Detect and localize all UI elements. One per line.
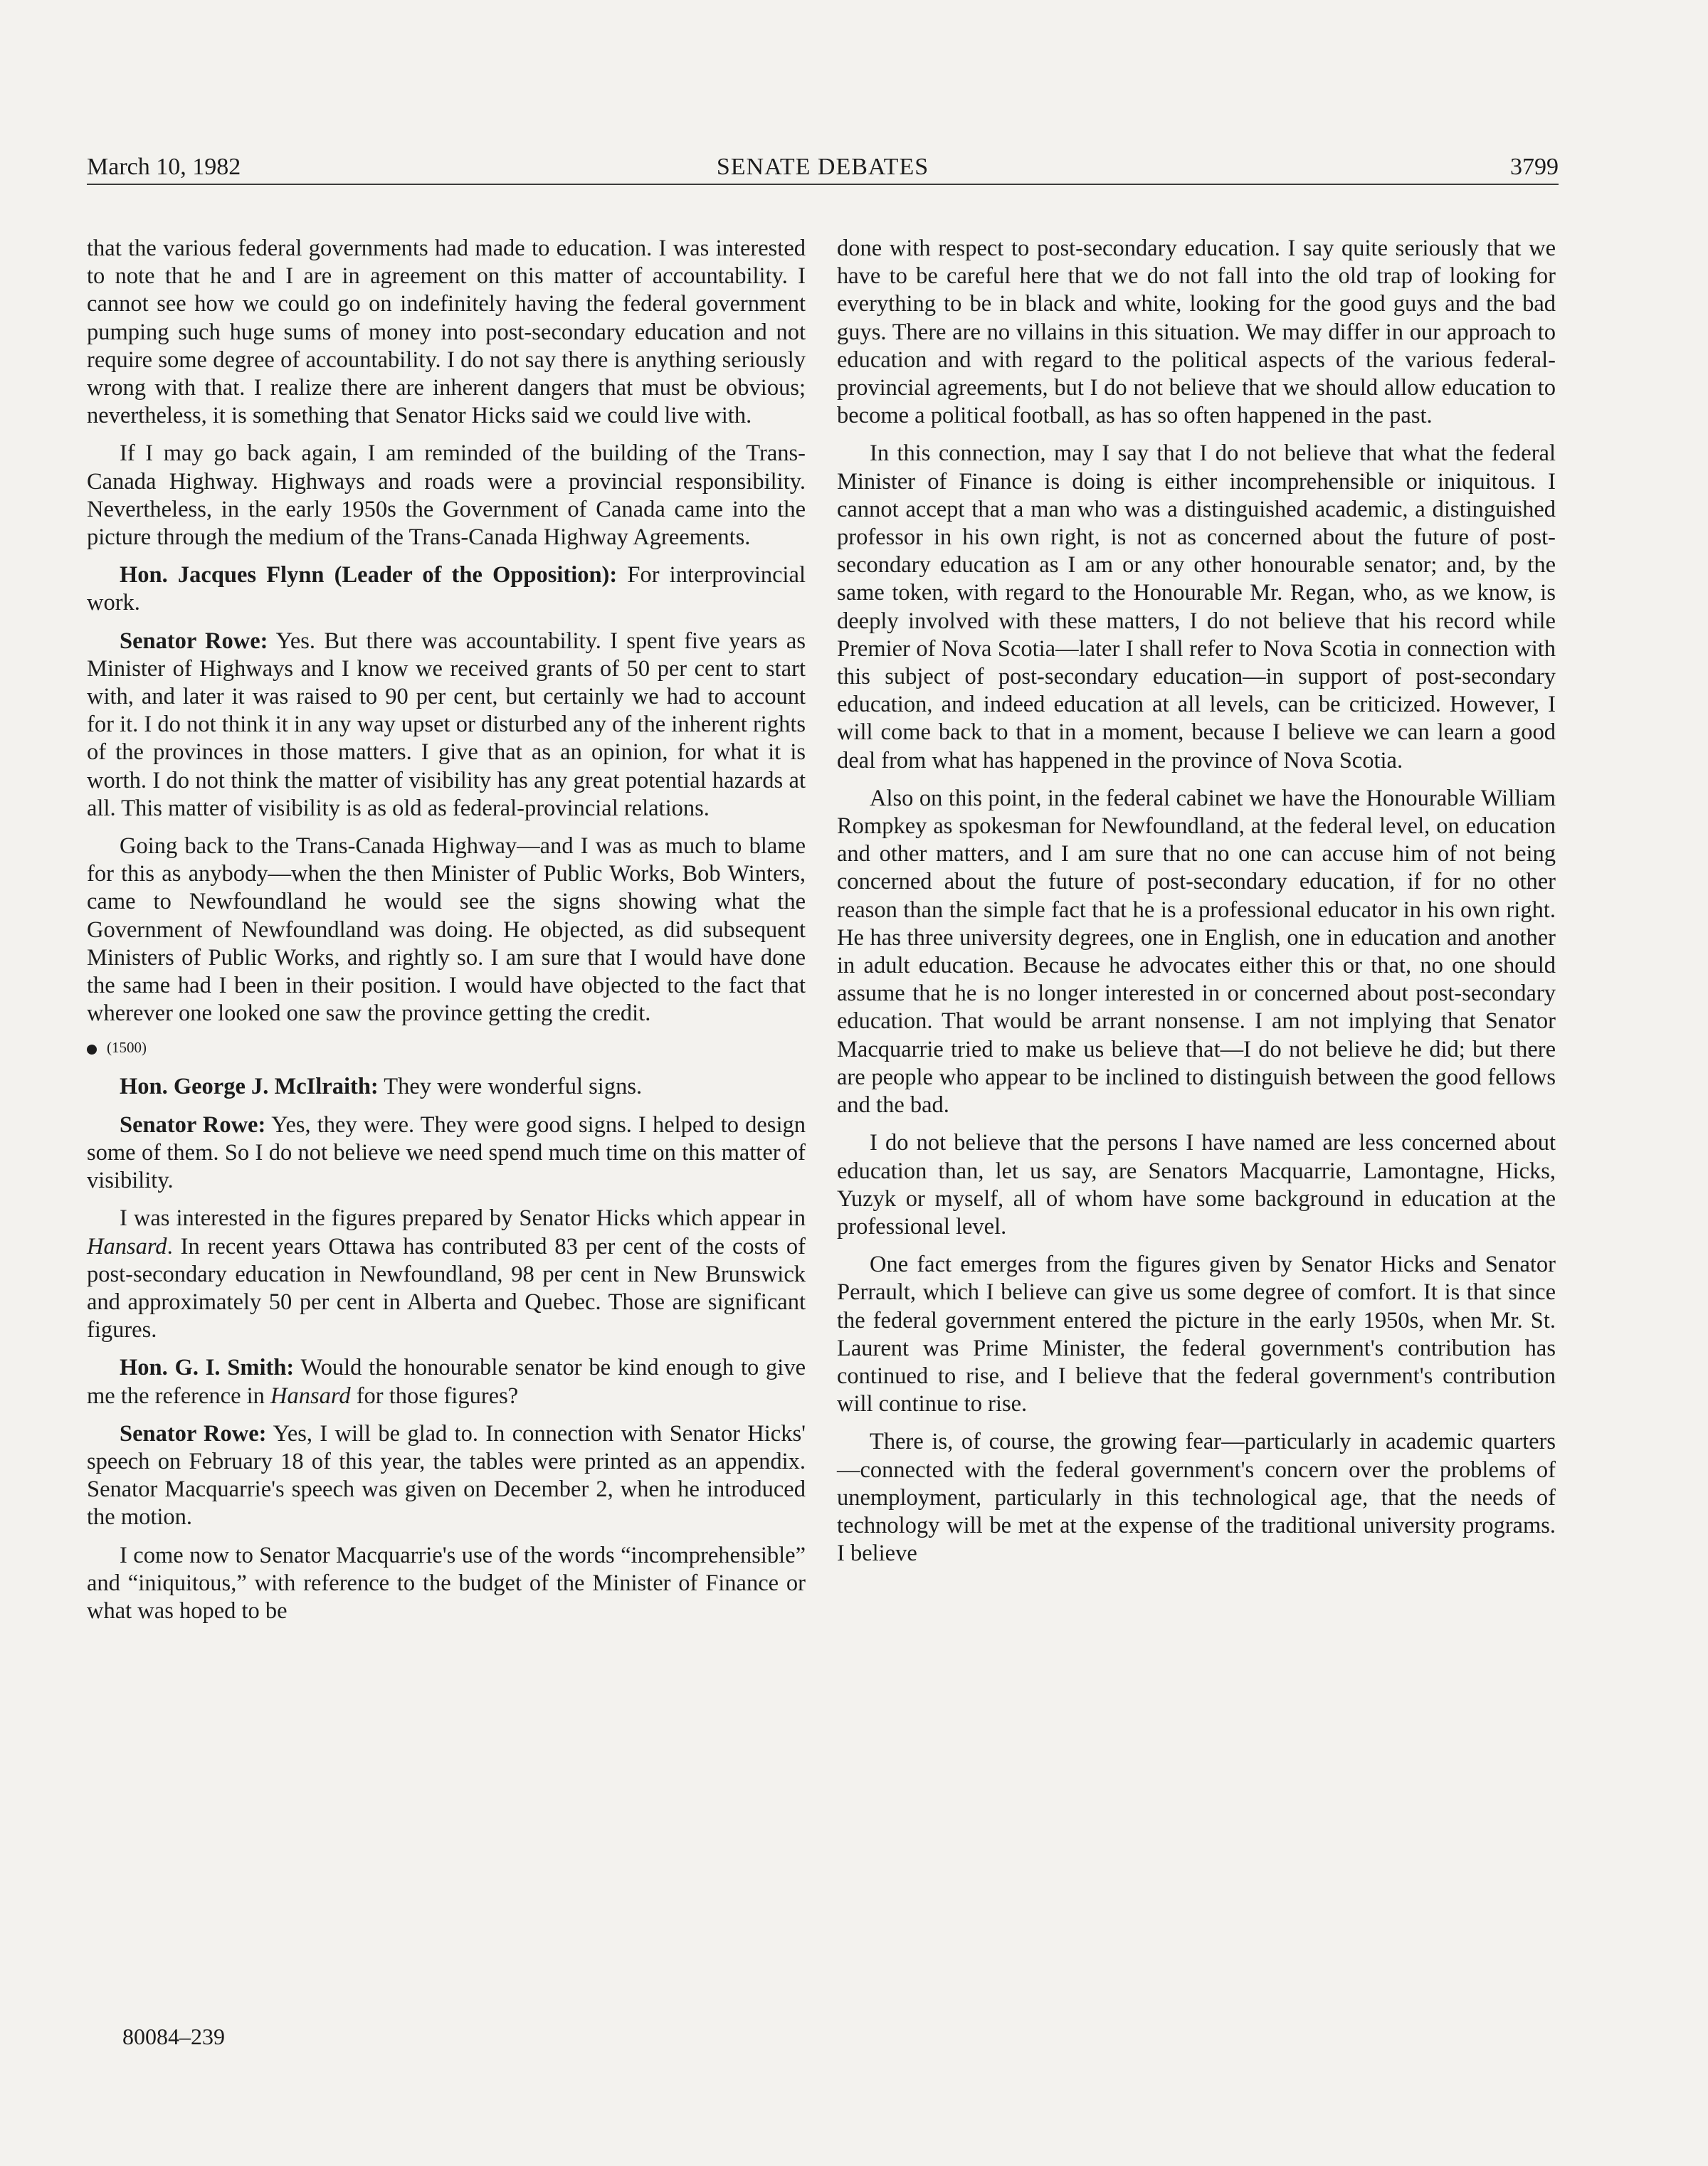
left-column <box>87 235 806 1635</box>
paragraph <box>87 1111 806 1195</box>
italic-hansard: Hansard <box>270 1383 351 1409</box>
time-marker-text: (1500) <box>107 1039 147 1057</box>
speaker-name: Hon. George J. McIlraith: <box>120 1074 379 1100</box>
speech-text: Would the honourable senator be kind enough to give me the reference in <box>87 1355 806 1409</box>
header-date: March 10, 1982 <box>87 154 241 180</box>
header-page-number: 3799 <box>1510 154 1559 180</box>
paragraph: I do not believe that the persons I have named are less concerned about education than, let us say, are Senators Macquarrie, Lamontagne, Hicks, Yuzyk or myself, all of whom have some background in education at the professional level. <box>837 1130 1556 1240</box>
paragraph <box>87 561 806 617</box>
speech-text: . In recent years Ottawa has contributed 83 per cent of the costs of post-secondary education in Newfoundland, 98 per cent in New Brunswick and approximately 50 per cent in Alberta and Quebec. Those are significant figures. <box>87 1233 806 1343</box>
paragraph: If I may go back again, I am reminded of the building of the Trans-Canada Highway. Highways and roads were a provincial responsibility. Nevertheless, in the early 1950s the Government of Canada came into the picture through the medium of the Trans-Canada Highway Agreements. <box>87 440 806 551</box>
paragraph <box>87 1420 806 1532</box>
paragraph: Also on this point, in the federal cabinet we have the Honourable William Rompkey as spokesman for Newfoundland, at the federal level, on education and other matters, and I am sure that no one can accuse him of not being concerned about the future of post-secondary education, if for no other reason than the simple fact that he is a professional educator in his own right. He has three university degrees, one in English, one in education and another in adult education. Because he advocates either this or that, no one should assume that he is no longer interested in or concerned about post-secondary education. That would be arrant nonsense. I am not implying that Senator Macquarrie tried to make us believe that—I do not believe he did; but there are people who appear to be inclined to distinguish between the good fellows and the bad. <box>837 785 1556 1119</box>
paragraph: One fact emerges from the figures given by Senator Hicks and Senator Perrault, which I believe can give us some degree of comfort. It is that since the federal government entered the picture in the early 1950s, when Mr. St. Laurent was Prime Minister, the federal government's contribution has continued to rise, and I believe that the federal government's contribution will continue to rise. <box>837 1252 1556 1417</box>
speaker-name: Senator Rowe: <box>120 628 268 654</box>
speech-text: Yes, they were. They were good signs. I helped to design some of them. So I do not believe we need spend much time on this matter of visibility. <box>87 1111 806 1194</box>
speaker-name: Hon. Jacques Flynn (Leader of the Opposition): <box>120 562 618 588</box>
paragraph: In this connection, may I say that I do not believe that what the federal Minister of Finance is doing is either incomprehensible or iniquitous. I cannot accept that a man who was a distinguished academic, a distinguished professor in his own right, is not as concerned about the future of post-secondary education as I am or any other honourable senator; and, by the same token, with regard to the Honourable Mr. Regan, who, as we know, is deeply involved with these matters, I do not believe that his record while Premier of Nova Scotia—later I shall refer to Nova Scotia in connection with this subject of post-secondary education—in support of post-secondary education, and indeed education at all levels, can be criticized. However, I will come back to that in a moment, because I believe we can learn a good deal from what has happened in the province of Nova Scotia. <box>837 440 1556 773</box>
paragraph <box>87 628 806 823</box>
paragraph: that the various federal governments had made to education. I was interested to note that he and I are in agreement on this matter of accountability. I cannot see how we could go on indefinitely having the federal government pumping such huge sums of money into post-secondary education and not require some degree of accountability. I do not say there is anything seriously wrong with that. I realize there are inherent dangers that must be obvious; nevertheless, it is something that Senator Hicks said we could live with. <box>87 236 806 429</box>
paragraph <box>87 1354 806 1410</box>
right-column <box>837 235 1556 1578</box>
speaker-name: Senator Rowe: <box>120 1111 266 1138</box>
speech-text: Yes, I will be glad to. In connection with Senator Hicks' speech on February 18 of this year, the tables were printed as an appendix. Senator Macquarrie's speech was given on December 2, when he introduced the motion. <box>87 1420 806 1531</box>
speech-text: Yes. But there was accountability. I spent five years as Minister of Highways and I know we received grants of 50 per cent to start with, and later it was raised to 90 per cent, but certainly we had to account for it. I do not think it in any way upset or disturbed any of the inherent rights of the provinces in those matters. I give that as an opinion, for what it is worth. I do not think the matter of visibility has any great potential hazards at all. This matter of visibility is as old as federal-provincial relations. <box>87 628 806 821</box>
page-header <box>87 149 1559 185</box>
speech-text: I was interested in the figures prepared by Senator Hicks which appear in <box>120 1205 806 1232</box>
paragraph <box>87 1073 806 1101</box>
paragraph: Going back to the Trans-Canada Highway—and I was as much to blame for this as anybody—when the then Minister of Public Works, Bob Winters, came to Newfoundland he would see the signs showing what the Government of Newfoundland was doing. He objected, as did subsequent Ministers of Public Works, and rightly so. I am sure that I would have done the same had I been in their position. I would have objected to the fact that wherever one looked one saw the province getting the credit. <box>87 833 806 1027</box>
time-marker <box>87 1037 806 1057</box>
paragraph <box>87 1205 806 1344</box>
speech-text: They were wonderful signs. <box>378 1074 643 1100</box>
bullet-icon <box>87 1045 97 1055</box>
paragraph: I come now to Senator Macquarrie's use of the words “incomprehensible” and “iniquitous,” with reference to the budget of the Minister of Finance or what was hoped to be <box>87 1542 806 1624</box>
speaker-name: Senator Rowe: <box>120 1420 267 1447</box>
header-title: SENATE DEBATES <box>716 154 929 180</box>
italic-hansard: Hansard <box>87 1233 167 1259</box>
paragraph: done with respect to post-secondary education. I say quite seriously that we have to be careful here that we do not fall into the old trap of looking for everything to be in black and white, looking for the good guys and the bad guys. There are no villains in this situation. We may differ in our approach to education and with regard to the political aspects of the various federal-provincial agreements, but I do not believe that we should allow education to become a political football, as has so often happened in the past. <box>837 236 1556 429</box>
paragraph: There is, of course, the growing fear—particularly in academic quarters—connected with the federal government's concern over the problems of unemployment, particularly in this technological age, that the needs of technology will be met at the expense of the traditional university programs. I believe <box>837 1429 1556 1567</box>
footer-code: 80084–239 <box>122 2024 225 2049</box>
speech-text: For interprovincial work. <box>87 562 806 616</box>
speaker-name: Hon. G. I. Smith: <box>120 1355 295 1381</box>
header-rule <box>87 184 1559 185</box>
speech-text: for those figures? <box>350 1383 519 1409</box>
